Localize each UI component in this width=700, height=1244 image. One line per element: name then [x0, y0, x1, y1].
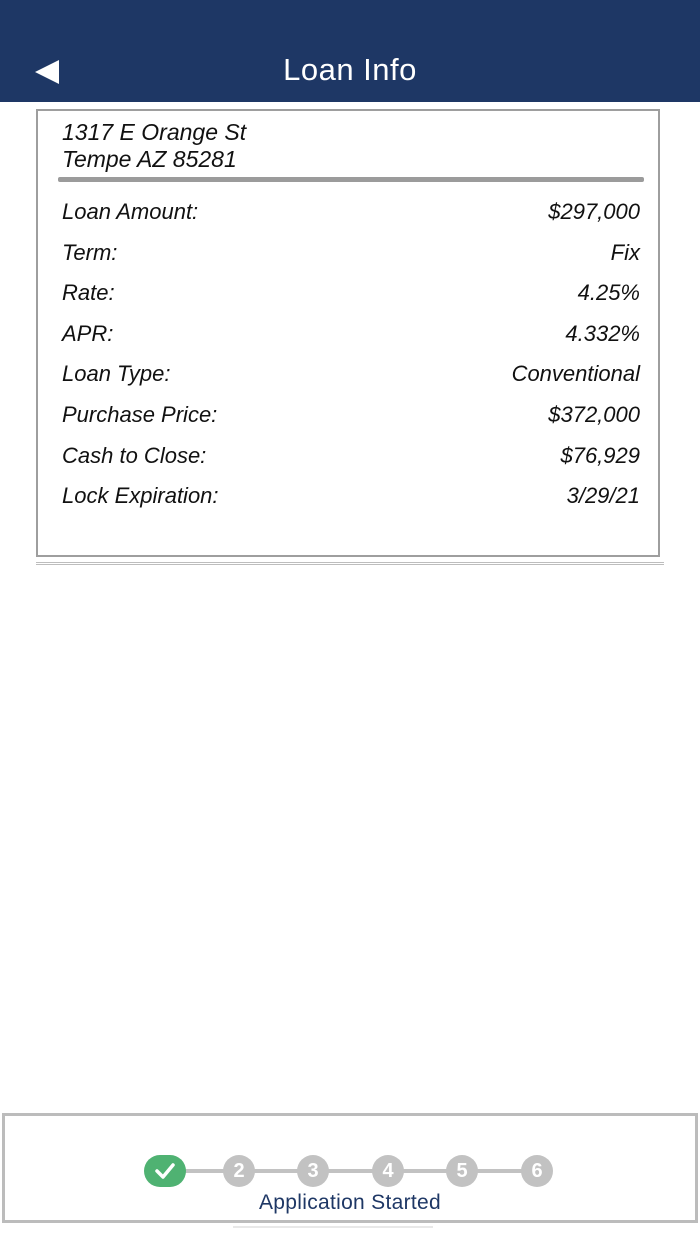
term-label: Term: [62, 239, 118, 265]
loan-amount-value: $297,000 [548, 199, 640, 224]
loan-type-label: Loan Type: [62, 361, 171, 387]
rate-label: Rate: [62, 280, 115, 306]
purchase-price-label: Purchase Price: [62, 401, 218, 427]
rate-row [62, 274, 640, 315]
apr-value: 4.332% [565, 320, 640, 346]
apr-label: APR: [62, 320, 114, 346]
address-line-1: 1317 E Orange St [62, 119, 247, 145]
page-title: Loan Info [283, 52, 417, 87]
loan-type-value: Conventional [511, 361, 640, 387]
step-status-label: Application Started [259, 1191, 441, 1214]
term-value: Fix [610, 239, 640, 265]
loan-amount-label: Loan Amount: [62, 199, 199, 224]
purchase-price-row [62, 396, 640, 437]
step-6[interactable]: 6 [521, 1155, 553, 1187]
home-indicator [233, 1226, 433, 1228]
step-1-completed[interactable] [144, 1155, 186, 1187]
loan-type-row [62, 355, 640, 396]
progress-stepper [5, 1116, 695, 1220]
lock-expiration-row [62, 477, 640, 518]
cash-to-close-row [62, 437, 640, 478]
lock-expiration-value: 3/29/21 [566, 483, 640, 509]
purchase-price-value: $372,000 [548, 401, 640, 427]
apr-row [62, 315, 640, 356]
step-3[interactable]: 3 [297, 1155, 329, 1187]
term-row [62, 234, 640, 275]
rate-value: 4.25% [577, 280, 640, 306]
loan-details-list [62, 193, 640, 518]
step-4[interactable]: 4 [372, 1155, 404, 1187]
stepper-track [165, 1169, 537, 1173]
property-address [62, 119, 246, 173]
cash-to-close-value: $76,929 [560, 442, 640, 468]
checkmark-icon [155, 1162, 175, 1180]
step-2[interactable]: 2 [223, 1155, 255, 1187]
progress-footer [2, 1113, 698, 1223]
lock-expiration-label: Lock Expiration: [62, 483, 219, 509]
nav-header [0, 0, 700, 102]
loan-summary-card [36, 109, 660, 557]
section-divider [36, 562, 664, 565]
loan-amount-row [62, 193, 640, 234]
card-divider [58, 177, 644, 182]
cash-to-close-label: Cash to Close: [62, 442, 207, 468]
step-5[interactable]: 5 [446, 1155, 478, 1187]
address-line-2: Tempe AZ 85281 [62, 146, 237, 172]
